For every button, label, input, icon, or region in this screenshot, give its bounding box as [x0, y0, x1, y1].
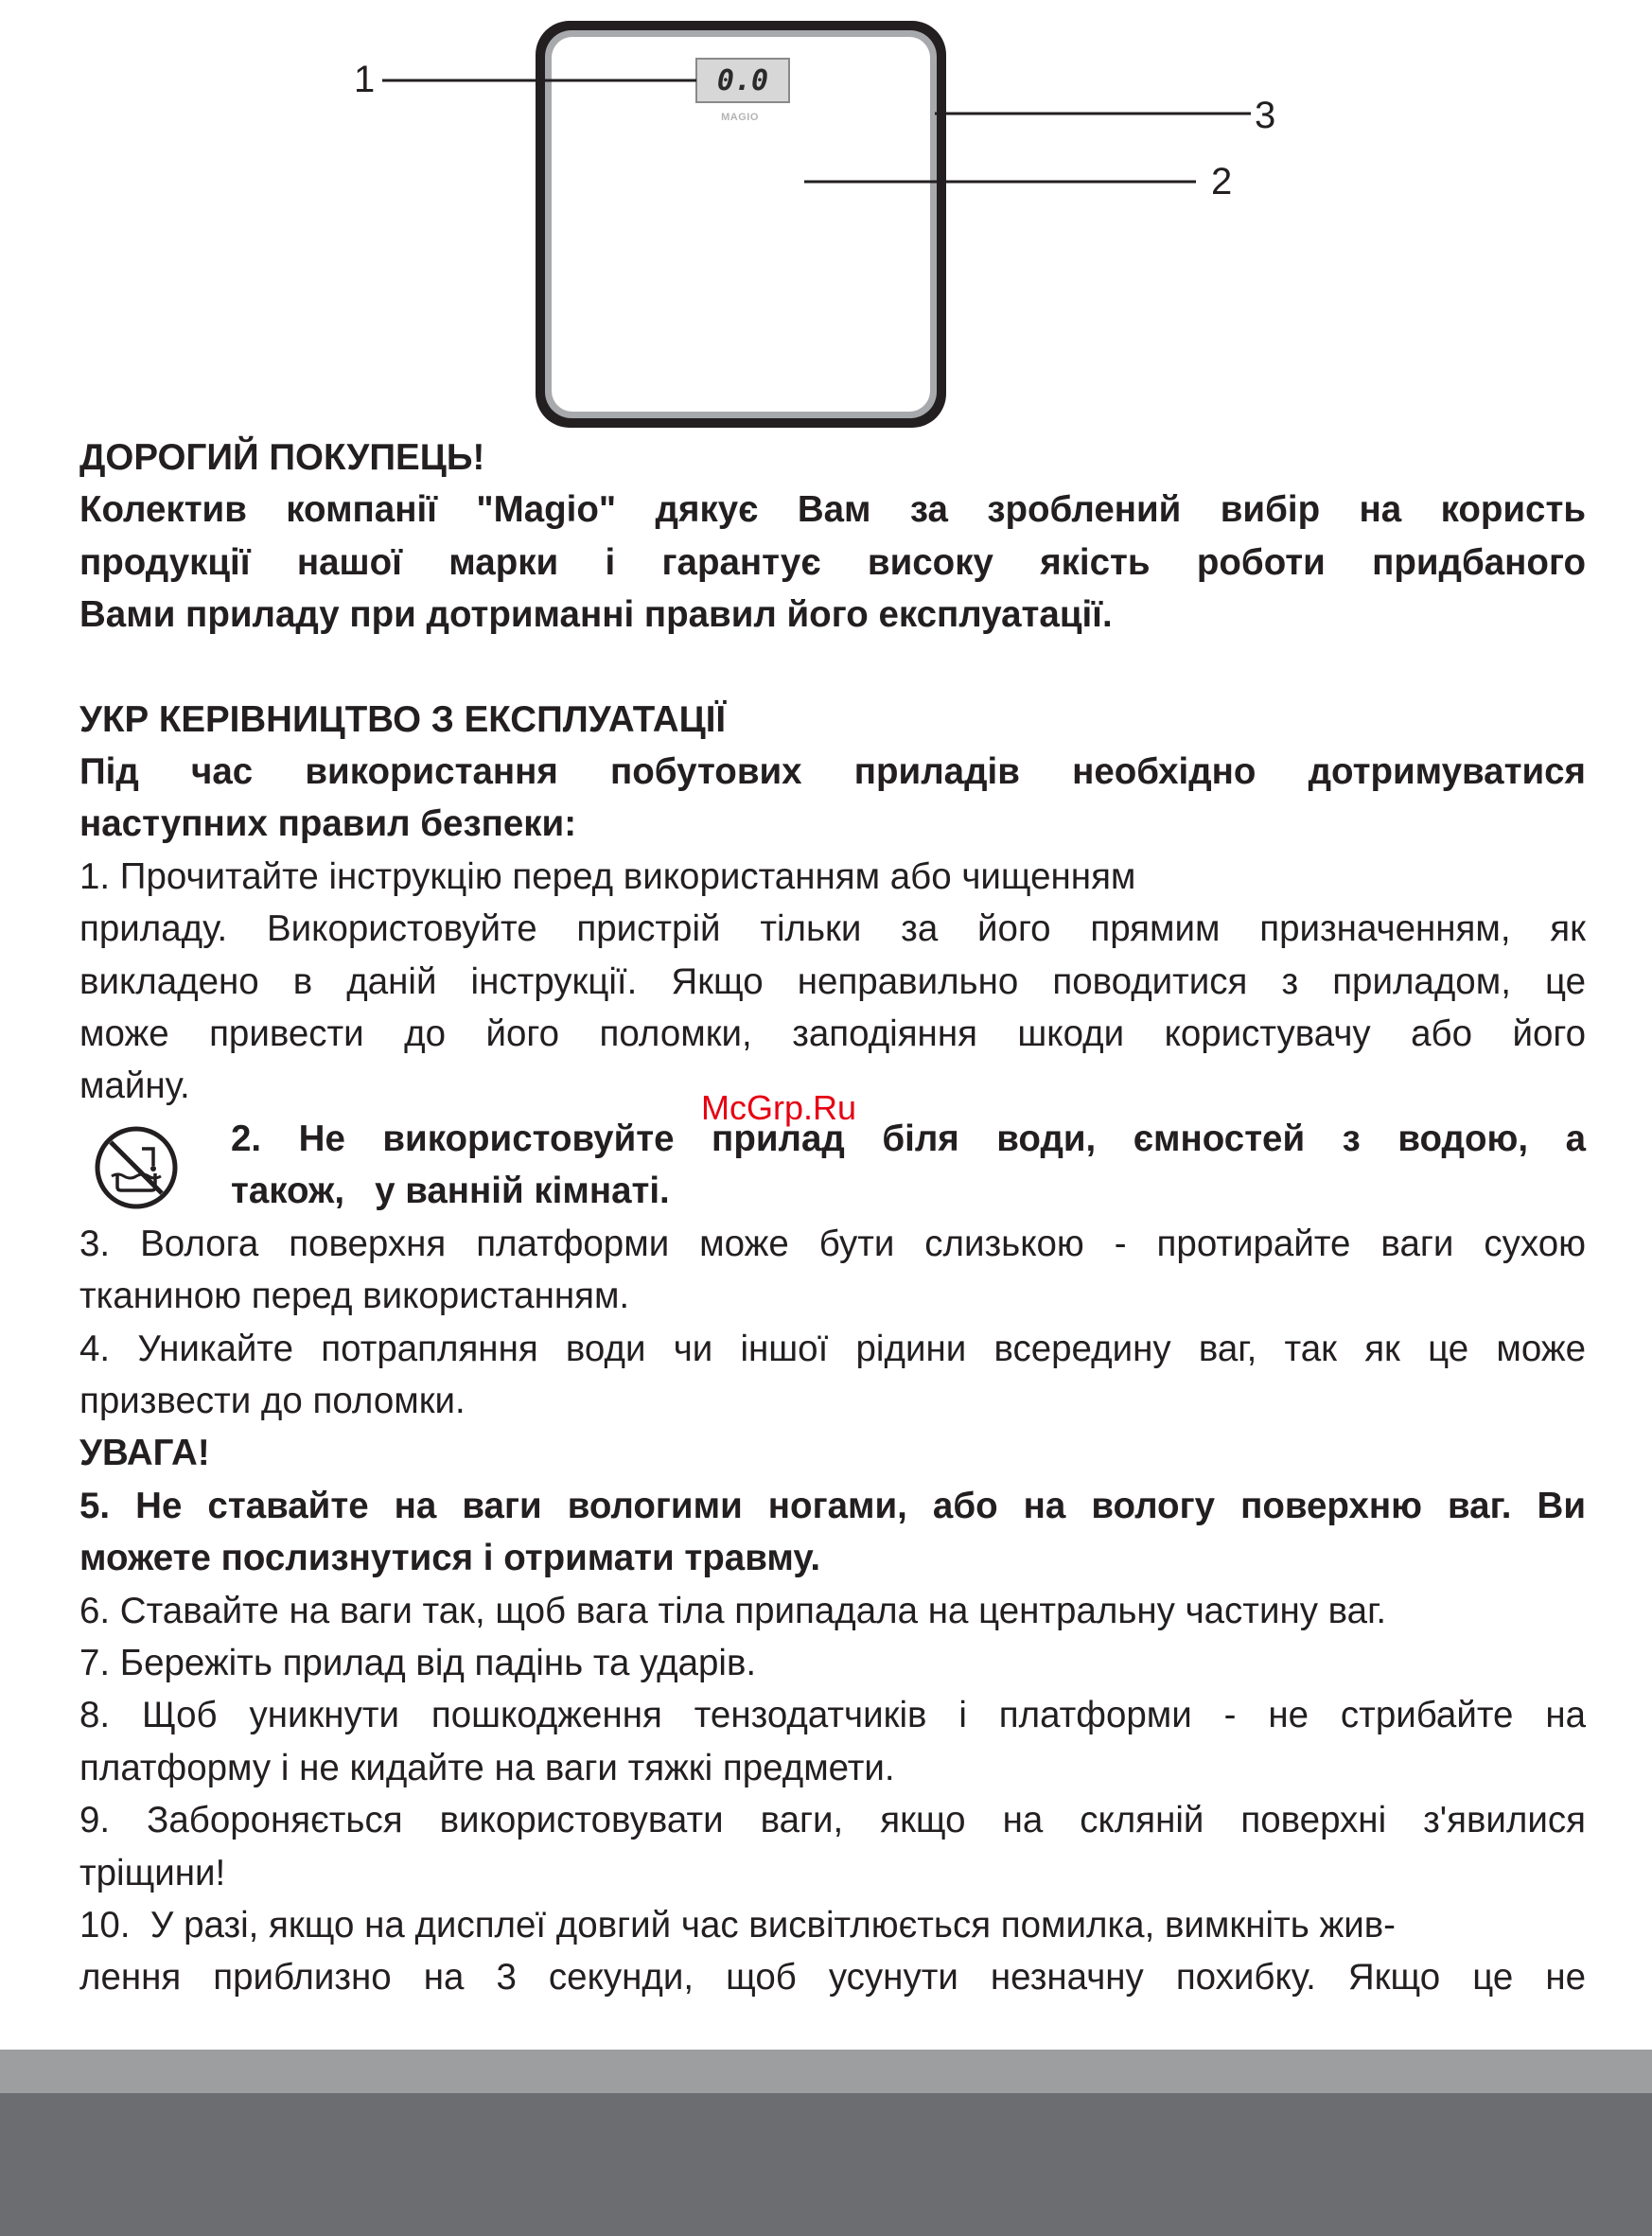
document-body [79, 431, 1586, 2004]
scale-illustration [0, 0, 1652, 445]
rule-8-line: 8. Щоб уникнути пошкодження тензодатчиків і платформи - не стрибайте на [79, 1695, 1586, 1736]
rule-1-line: викладено в даній інструкції. Якщо неправильно поводитися з приладом, це [79, 960, 1586, 1002]
rule-2-line: також, у ванній кімнаті. [231, 1171, 670, 1212]
scale-figure [0, 0, 1652, 445]
greeting-title: ДОРОГИЙ ПОКУПЕЦЬ! [79, 437, 485, 478]
spacer [79, 642, 1586, 694]
rule-5-line: можете послизнутися і отримати травму. [79, 1538, 821, 1579]
callout-label-1: 1 [354, 59, 376, 100]
scale-brand: MAGIO [721, 112, 759, 123]
greeting-line: Вами приладу при дотриманні правил його експлуатації. [79, 594, 1113, 636]
rule-1-line: 1. Прочитайте інструкцію перед використанням або чищенням [79, 855, 1136, 897]
rule-3-line: 3. Волога поверхня платформи може бути слизькою - протирайте ваги сухою [79, 1223, 1586, 1264]
callout-label-3: 3 [1255, 95, 1276, 136]
rule-8-line: платформу і не кидайте на ваги тяжкі предмети. [79, 1747, 895, 1788]
display-reading: 0.0 [716, 64, 769, 97]
greeting-line: Колектив компанії "Magio" дякує Вам за зроблений вибір на користь [79, 489, 1586, 531]
footer-band-light [0, 2050, 1652, 2093]
rule-10-line: лення приблизно на 3 секунди, щоб усунути незначну похибку. Якщо це не [79, 1957, 1586, 1998]
manual-title: УКР КЕРІВНИЦТВО З ЕКСПЛУАТАЦІЇ [79, 698, 727, 740]
rule-1-line: майну. [79, 1065, 190, 1107]
manual-intro-line: наступних правил безпеки: [79, 803, 577, 845]
rule-9-line: тріщини! [79, 1852, 226, 1893]
callout-label-2: 2 [1211, 161, 1233, 202]
footer-band-dark [0, 2093, 1652, 2236]
rule-5-line: 5. Не ставайте на ваги вологими ногами, або на вологу поверхню ваг. Ви [79, 1485, 1586, 1526]
rule-7: 7. Бережіть прилад від падінь та ударів. [79, 1642, 757, 1683]
rule-6: 6. Ставайте на ваги так, щоб вага тіла припадала на центральну частину ваг. [79, 1590, 1387, 1631]
manual-intro-line: Під час використання побутових приладів необхідно дотримуватися [79, 751, 1586, 793]
rule-10-line: 10. У разі, якщо на дисплеї довгий час висвітлюється помилка, вимкніть жив- [79, 1904, 1396, 1945]
rule-2-line: 2. Не використовуйте прилад біля води, ємностей з водою, а [231, 1118, 1586, 1159]
rule-1-line: приладу. Використовуйте пристрій тільки за його прямим призначенням, як [79, 908, 1586, 950]
rule-4-line: 4. Уникайте потрапляння води чи іншої рідини всередину ваг, так як це може [79, 1328, 1586, 1369]
no-water-bath-icon [93, 1124, 180, 1211]
rule-3-line: тканиною перед використанням. [79, 1276, 630, 1317]
rule-4-line: призвести до поломки. [79, 1380, 466, 1421]
rule-2 [79, 1113, 1586, 1218]
rule-9-line: 9. Забороняється використовувати ваги, якщо на скляній поверхні з'явилися [79, 1800, 1586, 1841]
rule-1-line: може привести до його поломки, заподіяння шкоди користувачу або його [79, 1013, 1586, 1055]
warning-title: УВАГА! [79, 1433, 210, 1474]
greeting-line: продукції нашої марки і гарантує високу якість роботи придбаного [79, 541, 1586, 583]
watermark: McGrp.Ru [701, 1088, 857, 1127]
